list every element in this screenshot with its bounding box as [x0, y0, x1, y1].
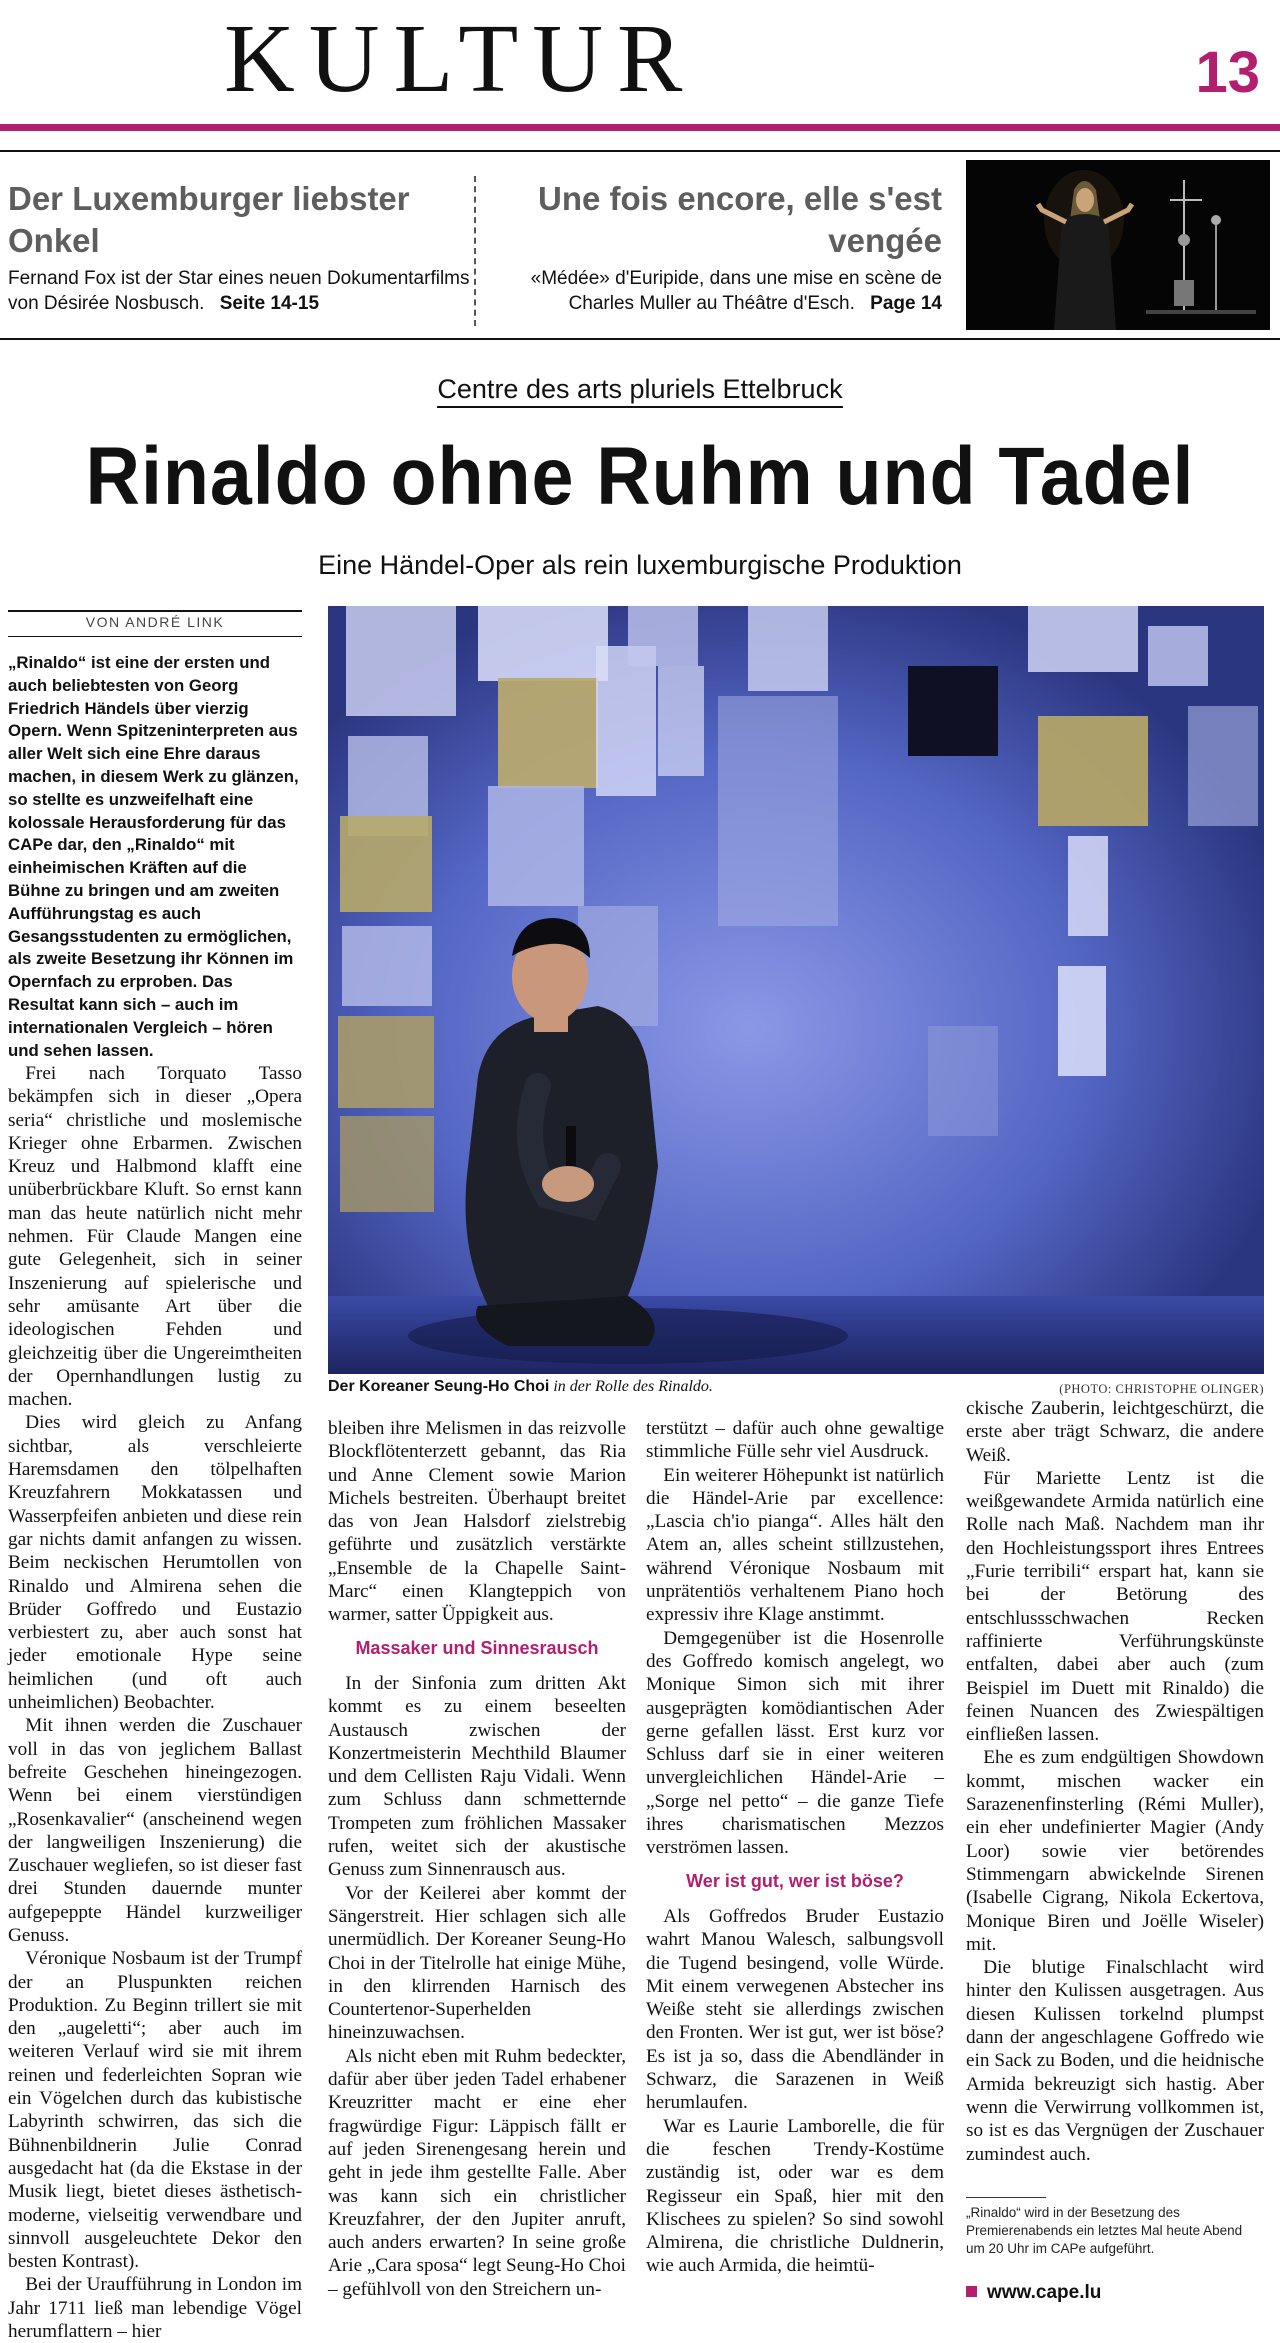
caption-bold: Der Koreaner Seung-Ho Choi: [328, 1378, 550, 1395]
photo-credit: (PHOTO: CHRISTOPHE OLINGER): [1059, 1382, 1264, 1396]
paragraph: Mit ihnen werden die Zuschauer voll in das von jeglichem Ballast befreite Geschehen hineingezogen. Wenn bei einem vierstündigen „Rosenkavalier“ (anscheinend wegen der langweiligen Inszenierung) die Zuschauer wegliefen, so ist dieser fast drei Stunden dauernde munter aufgepeppte Händel kurzweiliger Genuss.: [8, 1715, 302, 1946]
masthead: [0, 0, 1280, 130]
stage-actress-image: [966, 160, 1270, 330]
author-rule: [8, 610, 302, 612]
footnote-rule: [966, 2197, 1046, 2198]
article-column-4: [966, 1397, 1264, 2166]
paragraph: Vor der Keilerei aber kommt der Sängerstreit. Hier schlagen sich alle unermüdlich. Der Koreaner Seung-Ho Choi in der Titelrolle hat einige Mühe, in den klirrenden Harnisch des Countertenor-Superhelden hineinzuwachsen.: [328, 1882, 626, 2044]
kicker-text: Centre des arts pluriels Ettelbruck: [437, 374, 842, 408]
article-column-1: [8, 1062, 302, 2343]
article-headline: Rinaldo ohne Ruhm und Tadel: [85, 431, 1195, 522]
teaser-text: [8, 266, 478, 316]
stage-performer-image: [328, 606, 1264, 1374]
teaser-text: [480, 266, 942, 316]
section-title: KULTUR: [224, 5, 697, 113]
teaser-description: «Médée» d'Euripide, dans une mise en scène de Charles Muller au Théâtre d'Esch.: [530, 268, 942, 314]
article-column-2: [328, 1417, 626, 2301]
author-byline: VON ANDRÉ LINK: [85, 614, 225, 630]
paragraph: Ein weiterer Höhepunkt ist natürlich die Händel-Arie par excellence: „Lascia ch'io pianga“. Alles hält den Atem an, alles scheint stillzustehen, während Véronique Nosbaum mit unprätentiös verhaltenem Piano hoch expressiv ihre Klage anstimmt.: [646, 1464, 944, 1626]
square-bullet-icon: [966, 2286, 977, 2297]
article-photo[interactable]: [328, 606, 1264, 1374]
article-column-3: [646, 1417, 944, 2278]
paragraph: terstützt – dafür auch ohne gewaltige stimmliche Fülle sehr viel Ausdruck.: [646, 1418, 944, 1463]
paragraph: Als Goffredos Bruder Eustazio wahrt Manou Walesch, salbungsvoll die Tugend besingend, volle Würde. Mit einem verwegenen Abstecher ins Weiße steht sie allerdings zwischen den Fronten. Wer ist gut, wer ist böse? Es ist ja so, dass die Abendländer in Schwarz, die Sarazenen in Weiß herumlaufen.: [646, 1905, 944, 2114]
footnote: „Rinaldo“ wird in der Besetzung des Premierenabends ein letztes Mal heute Abend um 20 Uhr im CAPe aufgeführt.: [966, 2205, 1243, 2256]
author-rule: [8, 636, 302, 637]
paragraph: Bei der Uraufführung in London im Jahr 1711 ließ man lebendige Vögel herumflattern – hier: [8, 2274, 302, 2343]
teaser-bar: [0, 150, 1280, 340]
paragraph: ckische Zauberin, leichtgeschürzt, die erste aber trägt Schwarz, die andere Weiß.: [966, 1398, 1264, 1466]
article-subheadline: Eine Händel-Oper als rein luxemburgische Produktion: [318, 550, 962, 580]
teaser-title[interactable]: Une fois encore, elle s'est vengée: [537, 180, 942, 259]
masthead-rule: [0, 124, 1280, 131]
teaser-page-ref[interactable]: Page 14: [870, 293, 942, 314]
teaser-title[interactable]: Der Luxemburger liebster Onkel: [8, 180, 410, 259]
paragraph: Frei nach Torquato Tasso bekämpfen sich in dieser „Opera seria“ christliche und moslemische Krieger ohne Erbarmen. Zwischen Kreuz und Halbmond klafft eine unüberbrückbare Kluft. So ernst kann man das heute natürlich nicht mehr nehmen. Für Claude Mangen eine gute Gelegenheit, sich in seiner Inszenierung auf spielerische und sehr amüsante Art über die ideologischen Fehden und gleichzeitig über die Ungereimtheiten der Opernhandlungen lustig zu machen.: [8, 1063, 302, 1411]
paragraph: Dies wird gleich zu Anfang sichtbar, als verschleierte Haremsdamen den tölpelhaften Kreuzfahrern Mokkatassen und Wasserpfeifen anbieten und diese rein gar nichts damit anfangen zu wissen. Beim neckischen Herumtollen von Rinaldo und Almirena sehen die Brüder Goffredo und Eustazio verbiestert zu, aber auch sonst hat jeder emotionale Hype seine heimlichen (und oft auch unheimlichen) Beobachter.: [8, 1412, 302, 1714]
paragraph: War es Laurie Lamborelle, die für die feschen Trendy-Kostüme zuständig ist, oder war es dem Regisseur ein Spaß, hier mit den Klischees zu spielen? So sind sowohl Almirena, die christliche Duldnerin, wie auch Armida, die heimtü-: [646, 2115, 944, 2277]
paragraph: Véronique Nosbaum ist der Trumpf der an Pluspunkten reichen Produktion. Zu Beginn trillert sie mit den „augeletti“; aber auch im weiteren Verlauf wird sie mit ihrem reinen und federleichten Sopran wie ein Vögelchen durch das kubistische Labyrinth schwirren, das sich die Bühnenbildnerin Julie Conrad ausgedacht hat (da die Ekstase in der Musik liegt, bietet dieses ästhetisch-moderne, vielseitig verwendbare und sinnvoll ausgeleuchtete Dekor den besten Kontrast).: [8, 1948, 302, 2273]
paragraph: Demgegenüber ist die Hosenrolle des Goffredo komisch angelegt, wo Monique Simon sich mit ihrer ausgeprägten komödiantischen Ader gerne gefallen lässt. Erst kurz vor Schluss darf sie in einer weiteren unvergleichlichen Händel-Arie – „Sorge nel petto“ – die ganze Tiefe ihres charismatischen Mezzos verströmen lassen.: [646, 1627, 944, 1859]
caption-italic: in der Rolle des Rinaldo.: [549, 1378, 713, 1395]
web-link[interactable]: [966, 2282, 1264, 2304]
paragraph: bleiben ihre Melismen in das reizvolle Blockflötenterzett gebannt, das Ria und Anne Clement sowie Marion Michels bestreiten. Überhaupt breitet das von Jean Halsdorf zielstrebig geführte und zusätzlich verstärkte „Ensemble de la Chapelle Saint-Marc“ einen Klangteppich von warmer, satter Üppigkeit aus.: [328, 1418, 626, 1626]
teaser-divider: [474, 176, 476, 326]
subheading: Wer ist gut, wer ist böse?: [686, 1870, 904, 1891]
teaser-photo[interactable]: [966, 160, 1270, 330]
article-kicker: [0, 374, 1280, 405]
page-number: 13: [1195, 40, 1260, 105]
paragraph: Ehe es zum endgültigen Showdown kommt, mischen wacker ein Sarazenenfinsterling (Rémi Muller), ein eher undefinierter Magier (Andy Loor) sowie vier betörendes Stimmengarn abwickelnde Sirenen (Isabelle Cigrang, Nikola Eckertova, Monique Biren und Joëlle Wiseler) mit.: [966, 1747, 1264, 1955]
teaser-page-ref[interactable]: Seite 14-15: [219, 293, 320, 314]
photo-caption: [328, 1378, 968, 1396]
teaser-description: Fernand Fox ist der Star eines neuen Dokumentarfilms von Désirée Nosbusch.: [8, 268, 470, 314]
paragraph: In der Sinfonia zum dritten Akt kommt es zu einem beseelten Austausch zwischen der Konzertmeisterin Mechthild Blaumer und dem Cellisten Raju Vidali. Wenn zum Schluss dann schmetternde Trompeten zum fröhlichen Massaker rufen, weitet sich der akustische Genuss zum Sinnenrausch aus.: [328, 1672, 626, 1881]
article-lead: „Rinaldo“ ist eine der ersten und auch beliebtesten von Georg Friedrich Händels über vierzig Opern. Wenn Spitzeninterpreten aus aller Welt sich eine Ehre daraus machen, in diesem Werk zu glänzen, so stellte es unzweifelhaft eine kolossale Herausforderung für das CAPe dar, den „Rinaldo“ mit einheimischen Kräften auf die Bühne zu bringen und am zweiten Aufführungstag es auch Gesangsstudenten zu ermöglichen, als zweite Besetzung ihr Können im Opernfach zu erproben. Das Resultat kann sich – auch im internationalen Vergleich – hören und sehen lassen.: [8, 653, 299, 1060]
paragraph: Als nicht eben mit Ruhm bedeckter, dafür aber über jeden Tadel erhabener Kreuzritter macht er eine eher fragwürdige Figur: Läppisch fällt er auf jeden Sirenengesang herein und geht in jede ihm gestellte Falle. Aber was kann sich ein christlicher Kreuzfahrer, der den Jupiter anruft, auch anders erwarten? In seine große Arie „Cara sposa“ legt Seung-Ho Choi – gefühlvoll von den Streichern un-: [328, 2045, 626, 2300]
paragraph: Für Mariette Lentz ist die weißgewandete Armida natürlich eine Rolle nach Maß. Nachdem man ihr den Hochleistungssport ihres Entrees „Furie terribili“ erspart hat, kann sie bei der Betörung des entschlussschwachen Recken raffinierte Verführungskünste entfalten, dabei aber auch (zum Beispiel im Duett mit Rinaldo) die feinen Nuancen des Zwiespältigen einfließen lassen.: [966, 1467, 1264, 1746]
subheading: Massaker und Sinnesrausch: [355, 1637, 599, 1658]
paragraph: Die blutige Finalschlacht wird hinter den Kulissen ausgetragen. Aus diesen Kulissen torkelnd plumpst dann der angeschlagene Goffredo wie ein Sack zu Boden, und die heidnische Armida bekreuzigt sich hastig. Aber wenn die Verwirrung vollkommen ist, so ist es das Vergnügen der Zuschauer zumindest auch.: [966, 1957, 1264, 2165]
web-link-text[interactable]: www.cape.lu: [987, 2282, 1102, 2303]
